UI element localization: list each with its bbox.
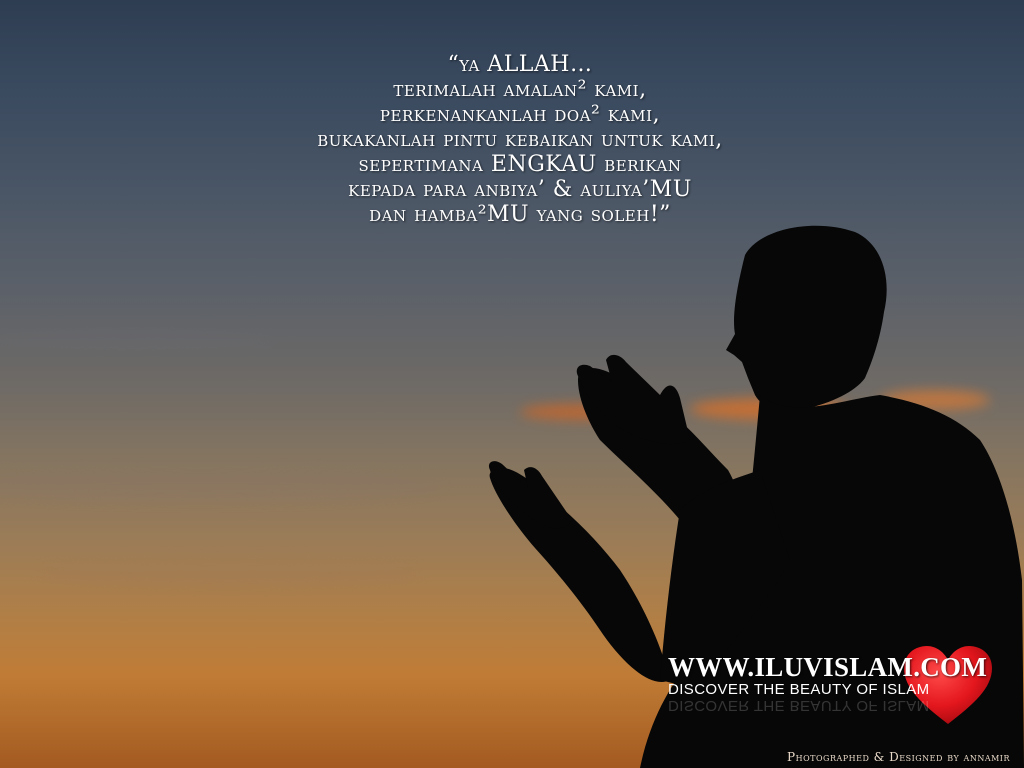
brand-tagline: DISCOVER THE BEAUTY OF ISLAM <box>668 681 930 698</box>
quote-line: bukakanlah pintu kebaikan untuk kami, <box>317 127 723 152</box>
quote-line: “ya ALLAH… <box>447 52 593 77</box>
quote-line: dan hamba²MU yang soleh!” <box>369 202 671 227</box>
brand-logo <box>668 652 1008 714</box>
quote-line: perkenankanlah doa² kami, <box>379 102 661 127</box>
prayer-quote <box>200 52 840 227</box>
quote-line: terimalah amalan² kami, <box>393 77 647 102</box>
quote-line: sepertimana ENGKAU berikan <box>358 152 682 177</box>
quote-line: kepada para anbiya’ & auliya’MU <box>348 177 692 202</box>
brand-tagline-reflection: DISCOVER THE BEAUTY OF ISLAM <box>668 697 930 714</box>
silhouette-head <box>726 226 887 412</box>
photo-credit: Photographed & Designed by annamir <box>787 750 1010 764</box>
brand-url: WWW.ILUVISLAM.COM <box>668 652 988 682</box>
